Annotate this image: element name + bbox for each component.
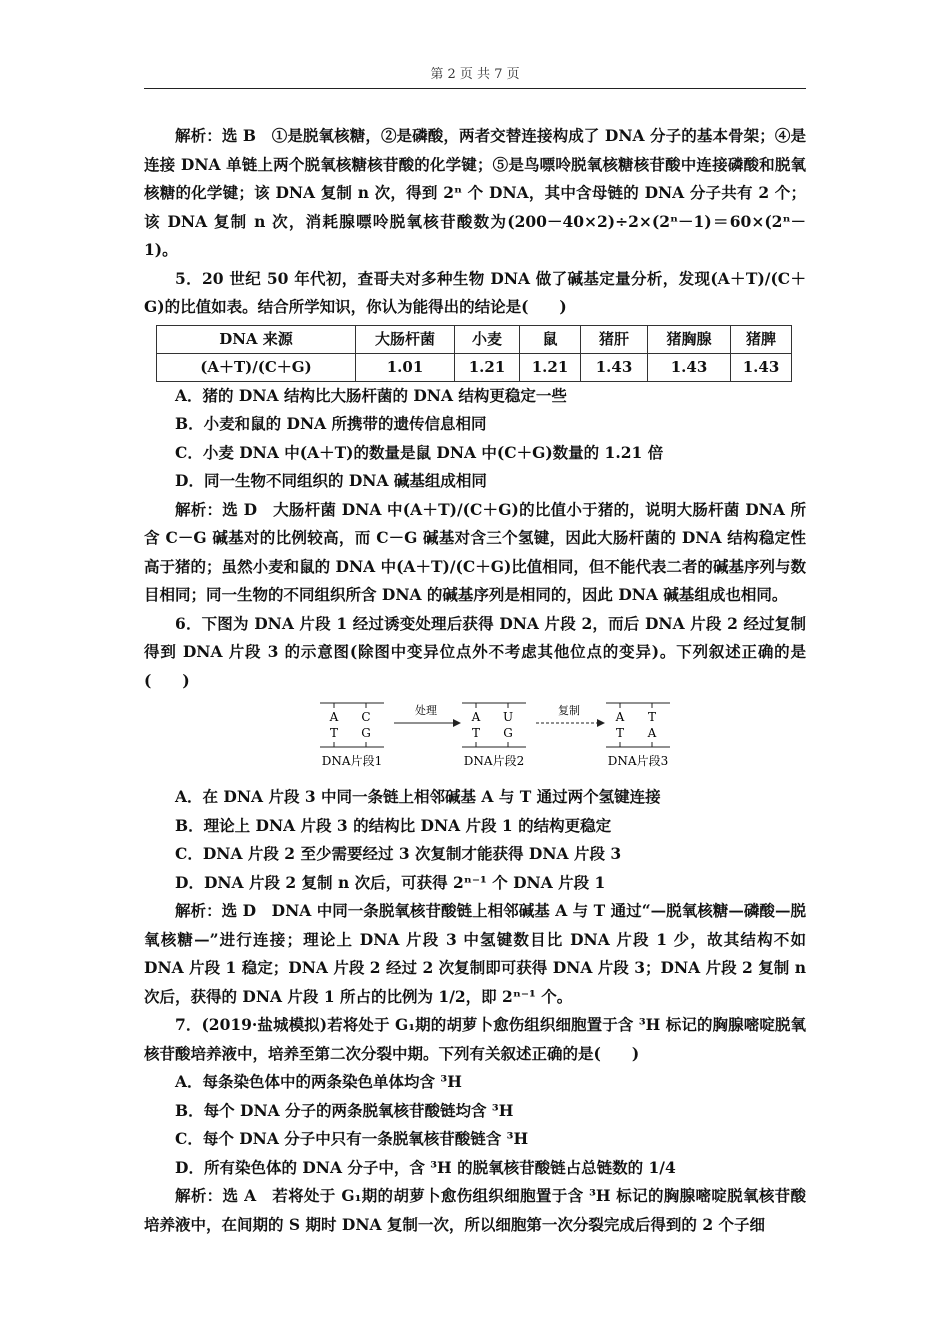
page-header xyxy=(144,64,806,89)
table-cell: 猪胸腺 xyxy=(648,325,731,353)
q5-analysis xyxy=(144,496,806,610)
q6-option-b: B．理论上 DNA 片段 3 的结构比 DNA 片段 1 的结构更稳定 xyxy=(175,815,612,835)
base-label: G xyxy=(503,726,513,740)
q4-analysis xyxy=(144,122,806,265)
base-label: T xyxy=(647,710,657,724)
table-cell: 猪肝 xyxy=(581,325,648,353)
analysis-label: 解析： xyxy=(175,901,222,920)
q7-analysis xyxy=(144,1182,806,1239)
analysis-text: 选 A 若将处于 G₁期的胡萝卜愈伤组织细胞置于含 ³H 标记的胸腺嘧啶脱氧核苷酸培养液中，在间期的 S 期时 DNA 复制一次，所以细胞第一次分裂完成后得到的 2 个子细 xyxy=(144,1186,806,1234)
q5-option-a: A．猪的 DNA 结构比大肠杆菌的 DNA 结构更稳定一些 xyxy=(175,385,567,405)
q7-option-c: C．每个 DNA 分子中只有一条脱氧核苷酸链含 ³H xyxy=(175,1129,529,1148)
q6-option-a: A．在 DNA 片段 3 中同一条链上相邻碱基 A 与 T 通过两个氢键连接 xyxy=(175,787,661,806)
base-ratio-table xyxy=(156,325,792,382)
q5-option-c: C．小麦 DNA 中(A＋T)的数量是鼠 DNA 中(C＋G)数量的 1.21 倍 xyxy=(175,442,664,462)
table-header-row xyxy=(157,325,792,353)
dna-mutation-figure xyxy=(144,699,806,779)
base-label: T xyxy=(471,726,481,740)
replication-arrow xyxy=(536,703,605,727)
analysis-text: 选 D 大肠杆菌 DNA 中(A＋T)/(C＋G)的比值小于猪的，说明大肠杆菌 DNA 所含 C－G 碱基对的比例较高，而 C－G 碱基对含三个氢键，因此大肠杆菌的 DNA 结构稳定性高于猪的；虽然小麦和鼠的 DNA 中(A＋T)/(C＋G)比值相同，但不能代表二者的碱基序列与数目相同；同一生物的不同组织所含 DNA 的碱基序列是相同的，因此 DNA 碱基组成也相同。 xyxy=(144,499,806,604)
table-row xyxy=(157,353,792,381)
q6-option-d: D．DNA 片段 2 复制 n 次后，可获得 2ⁿ⁻¹ 个 DNA 片段 1 xyxy=(175,872,606,892)
table-cell: 1.01 xyxy=(356,353,455,381)
q5-option-b: B．小麦和鼠的 DNA 所携带的遗传信息相同 xyxy=(175,414,487,433)
q5-option-d: D．同一生物不同组织的 DNA 碱基组成相同 xyxy=(175,471,487,490)
table-cell: 小麦 xyxy=(455,325,520,353)
analysis-text: 选 B ①是脱氧核糖，②是磷酸，两者交替连接构成了 DNA 分子的基本骨架；④是连接 DNA 单链上两个脱氧核糖核苷酸的化学键；⑤是鸟嘌呤脱氧核糖核苷酸中连接磷酸和脱氧核糖的化学键；该 DNA 复制 n 次，得到 2ⁿ 个 DNA，其中含母链的 DNA 分子共有 2 个；该 DNA 复制 n 次，消耗腺嘌呤脱氧核苷酸数为(200－40×2)÷2×(2ⁿ－1)＝60×(2ⁿ－1)。 xyxy=(144,126,806,259)
table-cell: 1.43 xyxy=(581,353,648,381)
table-cell: 1.21 xyxy=(455,353,520,381)
q5-stem: 5．20 世纪 50 年代初，查哥夫对多种生物 DNA 做了碱基定量分析，发现(A＋T)/(C＋G)的比值如表。结合所学知识，你认为能得出的结论是( ) xyxy=(144,268,806,316)
document-body xyxy=(144,122,806,1239)
table-cell: 大肠杆菌 xyxy=(356,325,455,353)
table-cell: 1.43 xyxy=(731,353,792,381)
dna-segment-3 xyxy=(606,703,670,768)
page-number: 第 2 页 共 7 页 xyxy=(430,67,520,82)
dna-segment-2 xyxy=(462,703,526,768)
analysis-label: 解析： xyxy=(175,126,222,145)
segment-label: DNA片段3 xyxy=(607,754,669,768)
dna-diagram xyxy=(316,699,676,779)
base-label: A xyxy=(615,710,625,724)
q6-analysis xyxy=(144,897,806,1011)
q7-option-a: A．每条染色体中的两条染色单体均含 ³H xyxy=(175,1072,462,1091)
table-cell: (A＋T)/(C＋G) xyxy=(157,353,356,381)
analysis-label: 解析： xyxy=(175,1186,223,1205)
base-label: A xyxy=(647,726,657,740)
analysis-text: 选 D DNA 中同一条脱氧核苷酸链上相邻碱基 A 与 T 通过“—脱氧核糖—磷酸—脱氧核糖—”进行连接；理论上 DNA 片段 3 中氢键数目比 DNA 片段 1 少，故其结构不如 DNA 片段 1 稳定；DNA 片段 2 经过 2 次复制即可获得 DNA 片段 3；DNA 片段 2 复制 n 次后，获得的 DNA 片段 1 所占的比例为 1/2，即 2ⁿ⁻¹ 个。 xyxy=(144,901,806,1006)
arrow-label: 复制 xyxy=(558,704,580,717)
dna-segment-1 xyxy=(320,703,384,768)
base-label: T xyxy=(615,726,625,740)
table-cell: 1.21 xyxy=(520,353,581,381)
table-cell: 鼠 xyxy=(520,325,581,353)
table-cell: 1.43 xyxy=(648,353,731,381)
analysis-label: 解析： xyxy=(175,499,223,519)
base-label: A xyxy=(471,710,481,724)
q7-option-d: D．所有染色体的 DNA 分子中，含 ³H 的脱氧核苷酸链占总链数的 1/4 xyxy=(175,1157,676,1177)
q7-option-b: B．每个 DNA 分子的两条脱氧核苷酸链均含 ³H xyxy=(175,1100,514,1120)
base-label: U xyxy=(502,710,514,724)
q6-option-c: C．DNA 片段 2 至少需要经过 3 次复制才能获得 DNA 片段 3 xyxy=(175,844,622,863)
base-label: A xyxy=(329,710,339,724)
process-arrow xyxy=(394,703,461,727)
base-label: T xyxy=(329,726,339,740)
base-label: C xyxy=(361,710,371,724)
table-cell: DNA 来源 xyxy=(157,325,356,353)
table-cell: 猪脾 xyxy=(731,325,792,353)
base-label: G xyxy=(361,726,371,740)
q6-stem: 6．下图为 DNA 片段 1 经过诱变处理后获得 DNA 片段 2，而后 DNA 片段 2 经过复制得到 DNA 片段 3 的示意图(除图中变异位点外不考虑其他位点的变异)。下列叙述正确的是( ) xyxy=(144,613,806,690)
arrow-label: 处理 xyxy=(415,704,437,717)
segment-label: DNA片段2 xyxy=(463,754,525,768)
segment-label: DNA片段1 xyxy=(321,754,383,768)
q7-stem: 7．(2019·盐城模拟)若将处于 G₁期的胡萝卜愈伤组织细胞置于含 ³H 标记的胸腺嘧啶脱氧核苷酸培养液中，培养至第二次分裂中期。下列有关叙述正确的是( ) xyxy=(144,1015,806,1063)
